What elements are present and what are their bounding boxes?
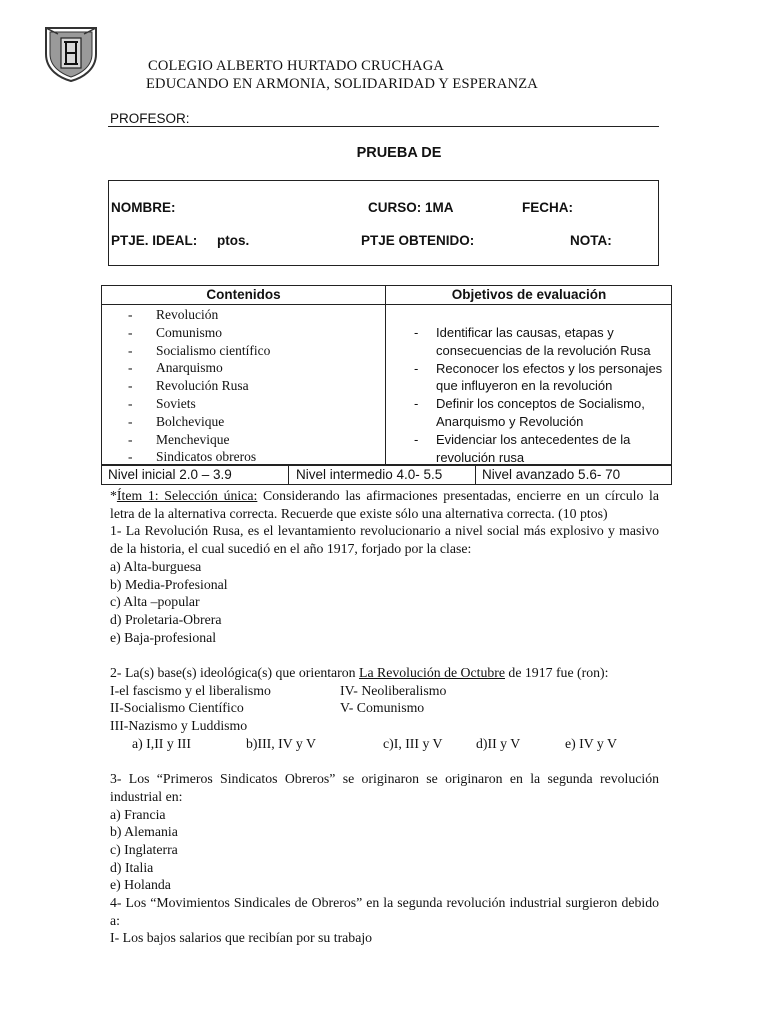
list-item <box>128 413 270 431</box>
q1-option-b: b) Media-Profesional <box>110 576 228 592</box>
list-item <box>414 324 664 360</box>
level-intermediate: Nivel intermedio 4.0- 5.5 <box>296 467 443 482</box>
student-info-box <box>108 180 659 266</box>
level-divider <box>288 466 289 484</box>
dash: - <box>128 324 133 340</box>
dash: - <box>128 360 133 376</box>
contents-objectives-table <box>101 285 672 465</box>
q3-option-c: c) Inglaterra <box>110 841 178 857</box>
table-header-divider <box>102 304 671 305</box>
school-motto: EDUCANDO EN ARMONIA, SOLIDARIDAD Y ESPERANZA <box>146 76 538 92</box>
dash: - <box>414 360 419 376</box>
contents-header: Contenidos <box>206 287 281 302</box>
list-item <box>128 431 270 449</box>
q1-option-e: e) Baja-profesional <box>110 629 217 645</box>
ideal-score-label: PTJE. IDEAL: <box>111 233 198 248</box>
objective-item: Reconocer los efectos y los personajes que influyeron en la revolución <box>436 360 663 394</box>
q2-alternative-e: e) IV y V <box>565 735 617 751</box>
obtained-score-label: PTJE OBTENIDO: <box>361 233 475 248</box>
name-label: NOMBRE: <box>111 200 176 215</box>
content-item: Revolución <box>156 307 219 322</box>
dash: - <box>128 307 133 322</box>
spacer <box>110 752 659 770</box>
q3-option-b: b) Alemania <box>110 824 178 840</box>
item1-title: Ítem 1: Selección única: <box>116 488 258 503</box>
level-initial: Nivel inicial 2.0 – 3.9 <box>108 467 232 482</box>
grade-label: NOTA: <box>570 233 612 248</box>
list-item <box>414 431 664 467</box>
q2-statement-3: III-Nazismo y Luddismo <box>110 718 248 734</box>
q1-option-a: a) Alta-burguesa <box>110 558 202 574</box>
list-item <box>128 359 270 377</box>
dash: - <box>128 449 133 465</box>
dash: - <box>414 325 419 340</box>
ideal-score-unit: ptos. <box>217 233 250 248</box>
item1-instructions-text: Considerando las afirmaciones presentadas, encierre en un círculo la letra de la alternativa correcta. Recuerde que existe sólo una alternativa correcta. (10 ptos) <box>110 488 659 521</box>
content-item: Bolchevique <box>156 413 225 429</box>
question-3-text: 3- Los “Primeros Sindicatos Obreros” se originaron se originaron en la segunda revolución industrial en: <box>110 771 659 804</box>
q2-alternative-b: b)III, IV y V <box>246 735 316 751</box>
q2-statement-row <box>110 717 659 735</box>
q2-alternatives-row <box>110 735 659 753</box>
q2-text-underlined: La Revolución de Octubre <box>359 665 505 681</box>
q2-text-before: 2- La(s) base(s) ideológica(s) que orientaron <box>110 665 360 681</box>
school-name: COLEGIO ALBERTO HURTADO CRUCHAGA <box>148 58 445 74</box>
q3-option-e: e) Holanda <box>110 877 171 893</box>
test-title <box>0 145 768 161</box>
list-item <box>128 324 270 342</box>
questions-body <box>110 487 659 947</box>
q2-statement-4: IV- Neoliberalismo <box>340 682 447 698</box>
date-label: FECHA: <box>522 200 573 215</box>
objective-item: Evidenciar los antecedentes de la revolución rusa <box>436 431 631 465</box>
level-divider <box>475 466 476 484</box>
objectives-list <box>414 324 664 466</box>
professor-line <box>108 126 659 127</box>
levels-row <box>101 465 672 485</box>
q1-option-c: c) Alta –popular <box>110 594 200 610</box>
contents-list <box>128 306 270 466</box>
course-label: CURSO: 1MA <box>368 200 454 215</box>
q2-alternative-d: d)II y V <box>476 735 521 751</box>
q2-alternative-a: a) I,II y III <box>132 735 191 751</box>
q2-statement-5: V- Comunismo <box>340 700 425 716</box>
q4-statement-1: I- Los bajos salarios que recibían por su trabajo <box>110 930 373 946</box>
list-item <box>128 306 270 324</box>
dash: - <box>128 378 133 394</box>
q3-option-a: a) Francia <box>110 806 166 822</box>
item1-star: * <box>110 488 117 503</box>
dash: - <box>128 395 133 411</box>
professor-label: PROFESOR: <box>110 111 190 126</box>
objectives-header: Objetivos de evaluación <box>451 287 607 302</box>
q3-option-d: d) Italia <box>110 859 154 875</box>
q2-statement-2: II-Socialismo Científico <box>110 700 244 716</box>
dash: - <box>128 413 133 429</box>
list-item <box>128 448 270 466</box>
list-item <box>128 395 270 413</box>
content-item: Socialismo científico <box>156 342 271 358</box>
dash: - <box>414 431 419 447</box>
dash: - <box>414 396 419 412</box>
objective-item: Definir los conceptos de Socialismo, Anarquismo y Revolución <box>436 396 645 429</box>
spacer <box>110 646 659 664</box>
list-item <box>128 377 270 395</box>
content-item: Comunismo <box>156 324 223 340</box>
question-4-text: 4- Los “Movimientos Sindicales de Obreros” en la segunda revolución industrial surgieron debido a: <box>110 895 659 928</box>
dash: - <box>128 342 133 358</box>
q2-alternative-c: c)I, III y V <box>383 735 443 751</box>
item1-instructions <box>110 487 659 522</box>
question-1-text: 1- La Revolución Rusa, es el levantamiento revolucionario a nivel social más explosivo y masivo de la historia, el cual sucedió en el año 1917, forjado por la clase: <box>110 523 659 557</box>
list-item <box>414 360 664 396</box>
q1-option-d: d) Proletaria-Obrera <box>110 611 222 627</box>
content-item: Soviets <box>156 395 196 411</box>
table-column-divider <box>385 286 386 464</box>
list-item <box>414 395 664 431</box>
school-crest-logo <box>42 24 100 82</box>
q2-statement-row <box>110 699 659 717</box>
content-item: Menchevique <box>156 431 230 447</box>
dash: - <box>128 431 133 447</box>
q2-statement-row <box>110 682 659 700</box>
question-2-text <box>110 664 659 682</box>
objective-item: Identificar las causas, etapas y consecuencias de la revolución Rusa <box>436 325 651 358</box>
level-advanced: Nivel avanzado 5.6- 70 <box>482 467 621 482</box>
content-item: Revolución Rusa <box>156 378 249 394</box>
content-item: Sindicatos obreros <box>156 449 257 465</box>
q2-text-after: de 1917 fue (ron): <box>504 665 609 681</box>
q2-statement-1: I-el fascismo y el liberalismo <box>110 682 271 698</box>
test-title-text: PRUEBA DE <box>356 145 442 161</box>
content-item: Anarquismo <box>156 360 223 376</box>
list-item <box>128 342 270 360</box>
